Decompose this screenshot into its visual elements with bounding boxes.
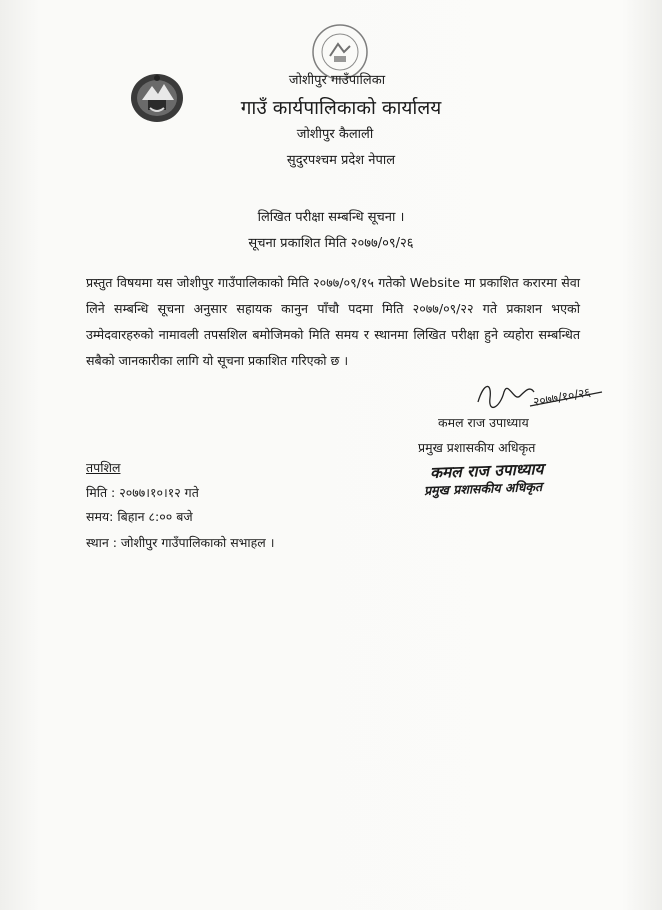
schedule-venue: स्थान : जोशीपुर गाउँपालिकाको सभाहल । — [86, 535, 275, 550]
office-province: सुदुरपश्चम प्रदेश नेपाल — [286, 153, 396, 168]
office-short-name: जोशीपुर गाउँपालिका — [288, 73, 386, 88]
title-stamp: प्रमुख प्रशासकीय अधिकृत — [423, 478, 543, 499]
office-title: गाउँ कार्यपालिकाको कार्यालय — [240, 97, 442, 119]
notice-title: लिखित परीक्षा सम्बन्धि सूचना । — [257, 210, 405, 225]
schedule-date: मिति : २०७७।१०।१२ गते — [86, 485, 199, 500]
signatory-title: प्रमुख प्रशासकीय अधिकृत — [418, 440, 536, 455]
notice-published-date: सूचना प्रकाशित मिति २०७७/०९/२६ — [248, 236, 414, 251]
signatory-name: कमल राज उपाध्याय — [438, 415, 529, 430]
schedule-heading: तपशिल — [86, 460, 121, 475]
name-stamp: कमल राज उपाध्याय — [429, 460, 544, 482]
notice-body: प्रस्तुत विषयमा यस जोशीपुर गाउँपालिकाको मिति २०७७/०९/१५ गतेको Website मा प्रकाशित करारमा सेवा लिने सम्बन्धि सूचना अनुसार सहायक कानुन पाँचौ पदमा मिति २०७७/०९/२२ गते प्रकाशन भएको उम्मेदवारहरुको नामावली तपसशिल बमोजिमको मिति समय र स्थानमा लिखित परीक्षा हुने व्यहोरा सम्बन्धित सबैको जानकारीका लागि यो सूचना प्रकाशित गरिएको छ । — [86, 275, 580, 368]
schedule-time: समय: बिहान ८:०० बजे — [86, 509, 193, 524]
signature-date: २०७७/१०/२६ — [532, 385, 592, 409]
office-location: जोशीपुर कैलाली — [296, 127, 374, 142]
